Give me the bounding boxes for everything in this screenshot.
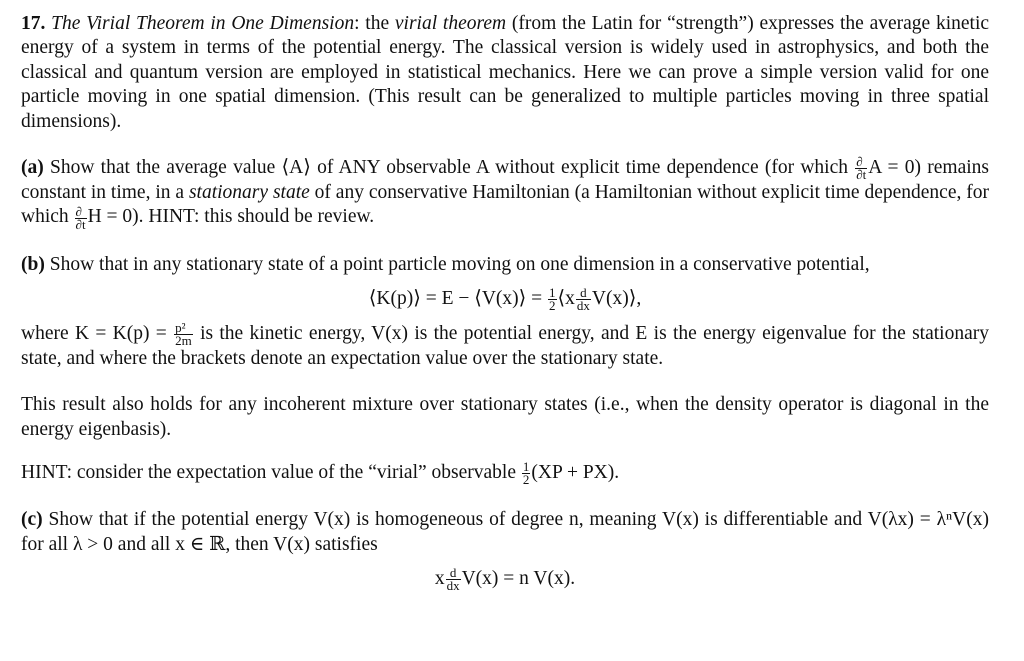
homog-eq-right: V(x) = n V(x). (461, 568, 576, 590)
hint-text-1: HINT: consider the expectation value of the “virial” observable (21, 462, 521, 484)
hint-half-fraction (522, 461, 531, 486)
d-numerator: d (576, 287, 591, 300)
intro-colon: : the (354, 13, 395, 34)
partial-denominator: ∂t (856, 167, 867, 183)
homog-d-dx-fraction (446, 567, 461, 592)
part-a-label: (a) (21, 157, 44, 179)
part-a-text-4: H = 0). HINT: this should be review. (87, 206, 375, 228)
part-c-text-1: Show that if the potential energy V(x) is homogeneous of degree n, meaning V(x) is differentiable and V(λx) = λⁿV(x) for all λ > 0 and all x ∈ ℝ, then V(x) satisfies (21, 509, 989, 555)
p-squared: p² (174, 322, 193, 335)
kinetic-fraction (174, 319, 193, 348)
part-c-label: (c) (21, 509, 43, 531)
virial-term: virial theorem (394, 13, 507, 34)
partial-t-fraction (855, 156, 867, 181)
where-text-1: where K = K(p) = (21, 322, 174, 344)
document-page (21, 12, 989, 592)
homogeneous-equation (21, 567, 989, 592)
problem-number: 17. (21, 13, 46, 34)
part-b-label: (b) (21, 253, 45, 275)
half-numerator: 1 (549, 284, 556, 300)
part-a-text-3: of any conservative Hamiltonian (a Hamiltonian without explicit time dependence, for which (21, 182, 989, 228)
hint-paragraph (21, 461, 989, 486)
part-a-text-1: Show that the average value ⟨A⟩ of ANY observable A without explicit time dependence (for which (43, 157, 855, 179)
hint-half-numerator: 1 (522, 459, 530, 475)
virial-eq-right: V(x)⟩, (591, 287, 642, 309)
two-m: 2m (175, 332, 192, 348)
part-a-paragraph (21, 156, 989, 230)
hint-half-denominator: 2 (522, 472, 530, 488)
partial-denominator-2: ∂t (75, 216, 86, 232)
homog-d-numerator: d (446, 567, 461, 580)
d-dx-fraction (576, 284, 591, 313)
dx-denominator: dx (576, 297, 590, 313)
partial-numerator: ∂ (855, 156, 867, 169)
virial-equation (21, 284, 989, 313)
virial-eq-mid: ⟨x (557, 287, 575, 309)
partial-t-fraction-2 (75, 203, 87, 232)
half-fraction (548, 284, 557, 313)
virial-eq-left: ⟨K(p)⟩ = E − ⟨V(x)⟩ = (368, 287, 548, 309)
part-b-where-paragraph (21, 319, 989, 371)
where-text-2: is the kinetic energy, V(x) is the potential energy, and E is the energy eigenvalue for the stationary state, and where the brackets denote an expectation value over the stationary state. (21, 322, 989, 369)
part-b-text-1: Show that in any stationary state of a point particle moving on one dimension in a conservative potential, (44, 253, 870, 275)
problem-title: The Virial Theorem in One Dimension (51, 13, 355, 34)
part-c-paragraph (21, 508, 989, 557)
problem-intro (21, 12, 989, 134)
homog-eq-left: x (434, 568, 445, 590)
partial-numerator-2: ∂ (75, 206, 87, 219)
mixture-paragraph: This result also holds for any incoherent mixture over stationary states (i.e., when the density operator is diagonal in the energy eigenbasis). (21, 394, 989, 440)
hint-text-2: (XP + PX). (531, 462, 620, 484)
part-b-paragraph (21, 253, 989, 277)
part-a-text-2: A = 0) remains constant in time, in a (21, 157, 989, 204)
intro-text: (from the Latin for “strength”) expresses the average kinetic energy of a system in terms of the potential energy. The classical version is widely used in astrophysics, and both the classical and quantum version are employed in statistical mechanics. Here we can prove a simple version valid for one particle moving in one spatial dimension. (This result can be generalized to multiple particles moving in three spatial dimensions). (21, 13, 990, 132)
stationary-state-term: stationary state (188, 182, 310, 204)
homog-dx-denominator: dx (446, 578, 460, 594)
half-denominator: 2 (549, 297, 556, 313)
